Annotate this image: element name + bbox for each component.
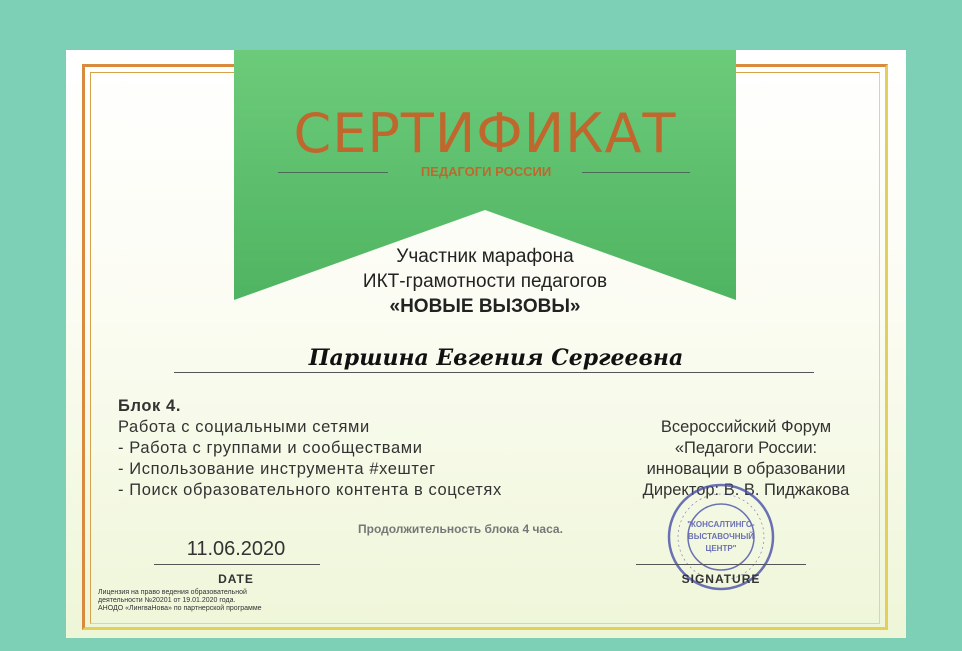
license-info	[98, 589, 338, 613]
name-underline	[174, 372, 814, 373]
block-line: Работа с социальными сетями	[118, 418, 370, 436]
duration-note: Продолжительность блока 4 часа.	[358, 522, 563, 536]
subtitle-rule-left	[278, 172, 388, 173]
signature-label: SIGNATURE	[681, 572, 761, 586]
subtitle: ПЕДАГОГИ РОССИИ	[420, 164, 552, 179]
participant-line-1: Участник марафона	[396, 246, 574, 267]
date-underline	[154, 564, 320, 565]
forum-line: инновации в образовании	[646, 460, 846, 478]
stamp-text: "КОНСАЛТИНГО-	[687, 520, 755, 529]
block-line: - Поиск образовательного контента в соцсетях	[118, 481, 502, 499]
participant-line-3: «НОВЫЕ ВЫЗОВЫ»	[389, 296, 581, 317]
subtitle-rule-right	[582, 172, 690, 173]
license-line: деятельности №20201 от 19.01.2020 года.	[98, 597, 236, 604]
forum-line: Директор: В. В. Пиджакова	[642, 481, 850, 499]
date-label: DATE	[218, 572, 254, 586]
stamp-text: ВЫСТАВОЧНЫЙ	[687, 532, 755, 541]
recipient-name: Паршина Евгения Сергеевна	[308, 345, 684, 371]
date-value: 11.06.2020	[186, 538, 286, 560]
forum-line: «Педагоги России:	[674, 439, 818, 457]
license-line: АНОДО «ЛингваНова» по партнерской программе	[98, 605, 262, 612]
certificate-title: СЕРТИФИКАТ	[293, 102, 677, 165]
block-heading: Блок 4.	[118, 397, 182, 415]
certificate	[66, 50, 906, 638]
block-description	[118, 396, 598, 501]
forum-line: Всероссийский Форум	[660, 418, 832, 436]
block-line: - Использование инструмента #хештег	[118, 460, 436, 478]
stamp-text: ЦЕНТР"	[705, 544, 737, 553]
participant-line-2: ИКТ-грамотности педагогов	[362, 271, 608, 292]
license-line: Лицензия на право ведения образовательной	[98, 589, 247, 596]
block-line: - Работа с группами и сообществами	[118, 439, 423, 457]
signature-underline	[636, 564, 806, 565]
